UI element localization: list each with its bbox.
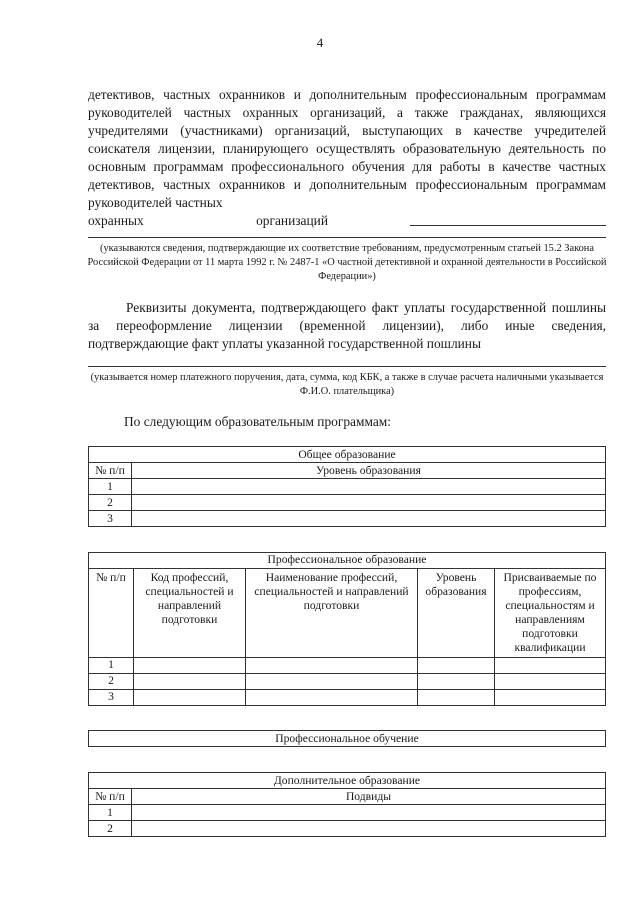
additional-education-title: Дополнительное образование xyxy=(89,773,606,789)
row-num: 2 xyxy=(89,674,134,690)
page-number: 4 xyxy=(316,35,324,50)
row-num: 1 xyxy=(89,658,134,674)
note-requirements: (указываются сведения, подтверждающие их соответствие требованиям, предусмотренным статьей 15.2 Закона Российской Федерации от 11 марта 1992 г. № 2487-1 «О частной детективной и охранной деятельности в Российской Федерации») xyxy=(87,243,607,282)
table-row xyxy=(89,495,606,511)
col-num: № п/п xyxy=(89,569,134,658)
fill-line xyxy=(410,225,606,226)
general-education-table xyxy=(88,446,606,527)
intro-paragraph: детективов, частных охранников и дополнительным профессиональным программам руководителей частных охранных организаций, а также гражданах, являющихся учредителями (участниками) организаций, выступающих в качестве учредителей соискателя лицензии, планирующего осуществлять образовательную деятельность по основным программам профессионального обучения для работы в качестве частных детективов, частных охранников и дополнительным профессиональным программам руководителей частных xyxy=(88,87,606,210)
professional-training-title: Профессиональное обучение xyxy=(89,731,606,747)
table-row xyxy=(89,674,606,690)
col-code: Код профессий, специальностей и направлений подготовки xyxy=(134,569,246,658)
col-qualification: Присваиваемые по профессиям, специальностям и направлениям подготовки квалификации xyxy=(495,569,606,658)
requirements-line xyxy=(88,237,606,238)
intro-last-line: охранных организаций xyxy=(88,213,328,228)
payment-line xyxy=(88,366,606,367)
payment-paragraph: Реквизиты документа, подтверждающего факт уплаты государственной пошлины за переоформление лицензии (временной лицензии), либо иные сведения, подтверждающие факт уплаты указанной государственной пошлины xyxy=(88,300,606,351)
col-num: № п/п xyxy=(89,463,132,479)
professional-education-title: Профессиональное образование xyxy=(89,553,606,569)
table-row xyxy=(89,658,606,674)
note-payment: (указывается номер платежного поручения, дата, сумма, код КБК, а также в случае расчета наличными указывается Ф.И.О. плательщика) xyxy=(90,372,604,397)
cell xyxy=(132,511,606,527)
table-row xyxy=(89,511,606,527)
programs-heading: По следующим образовательным программам: xyxy=(124,414,391,429)
col-name: Наименование профессий, специальностей и направлений подготовки xyxy=(246,569,418,658)
table-row xyxy=(89,821,606,837)
professional-education-table xyxy=(88,552,606,706)
table-row xyxy=(89,479,606,495)
professional-training-table xyxy=(88,730,606,747)
col-subtypes: Подвиды xyxy=(132,789,606,805)
col-num: № п/п xyxy=(89,789,132,805)
row-num: 3 xyxy=(89,690,134,706)
col-level: Уровень образования xyxy=(132,463,606,479)
table-row xyxy=(89,805,606,821)
cell xyxy=(132,495,606,511)
row-num: 1 xyxy=(89,805,132,821)
table-row xyxy=(89,690,606,706)
row-num: 3 xyxy=(89,511,132,527)
col-level: Уровень образования xyxy=(418,569,495,658)
additional-education-table xyxy=(88,772,606,837)
row-num: 2 xyxy=(89,495,132,511)
cell xyxy=(132,479,606,495)
general-education-title: Общее образование xyxy=(89,447,606,463)
row-num: 2 xyxy=(89,821,132,837)
row-num: 1 xyxy=(89,479,132,495)
